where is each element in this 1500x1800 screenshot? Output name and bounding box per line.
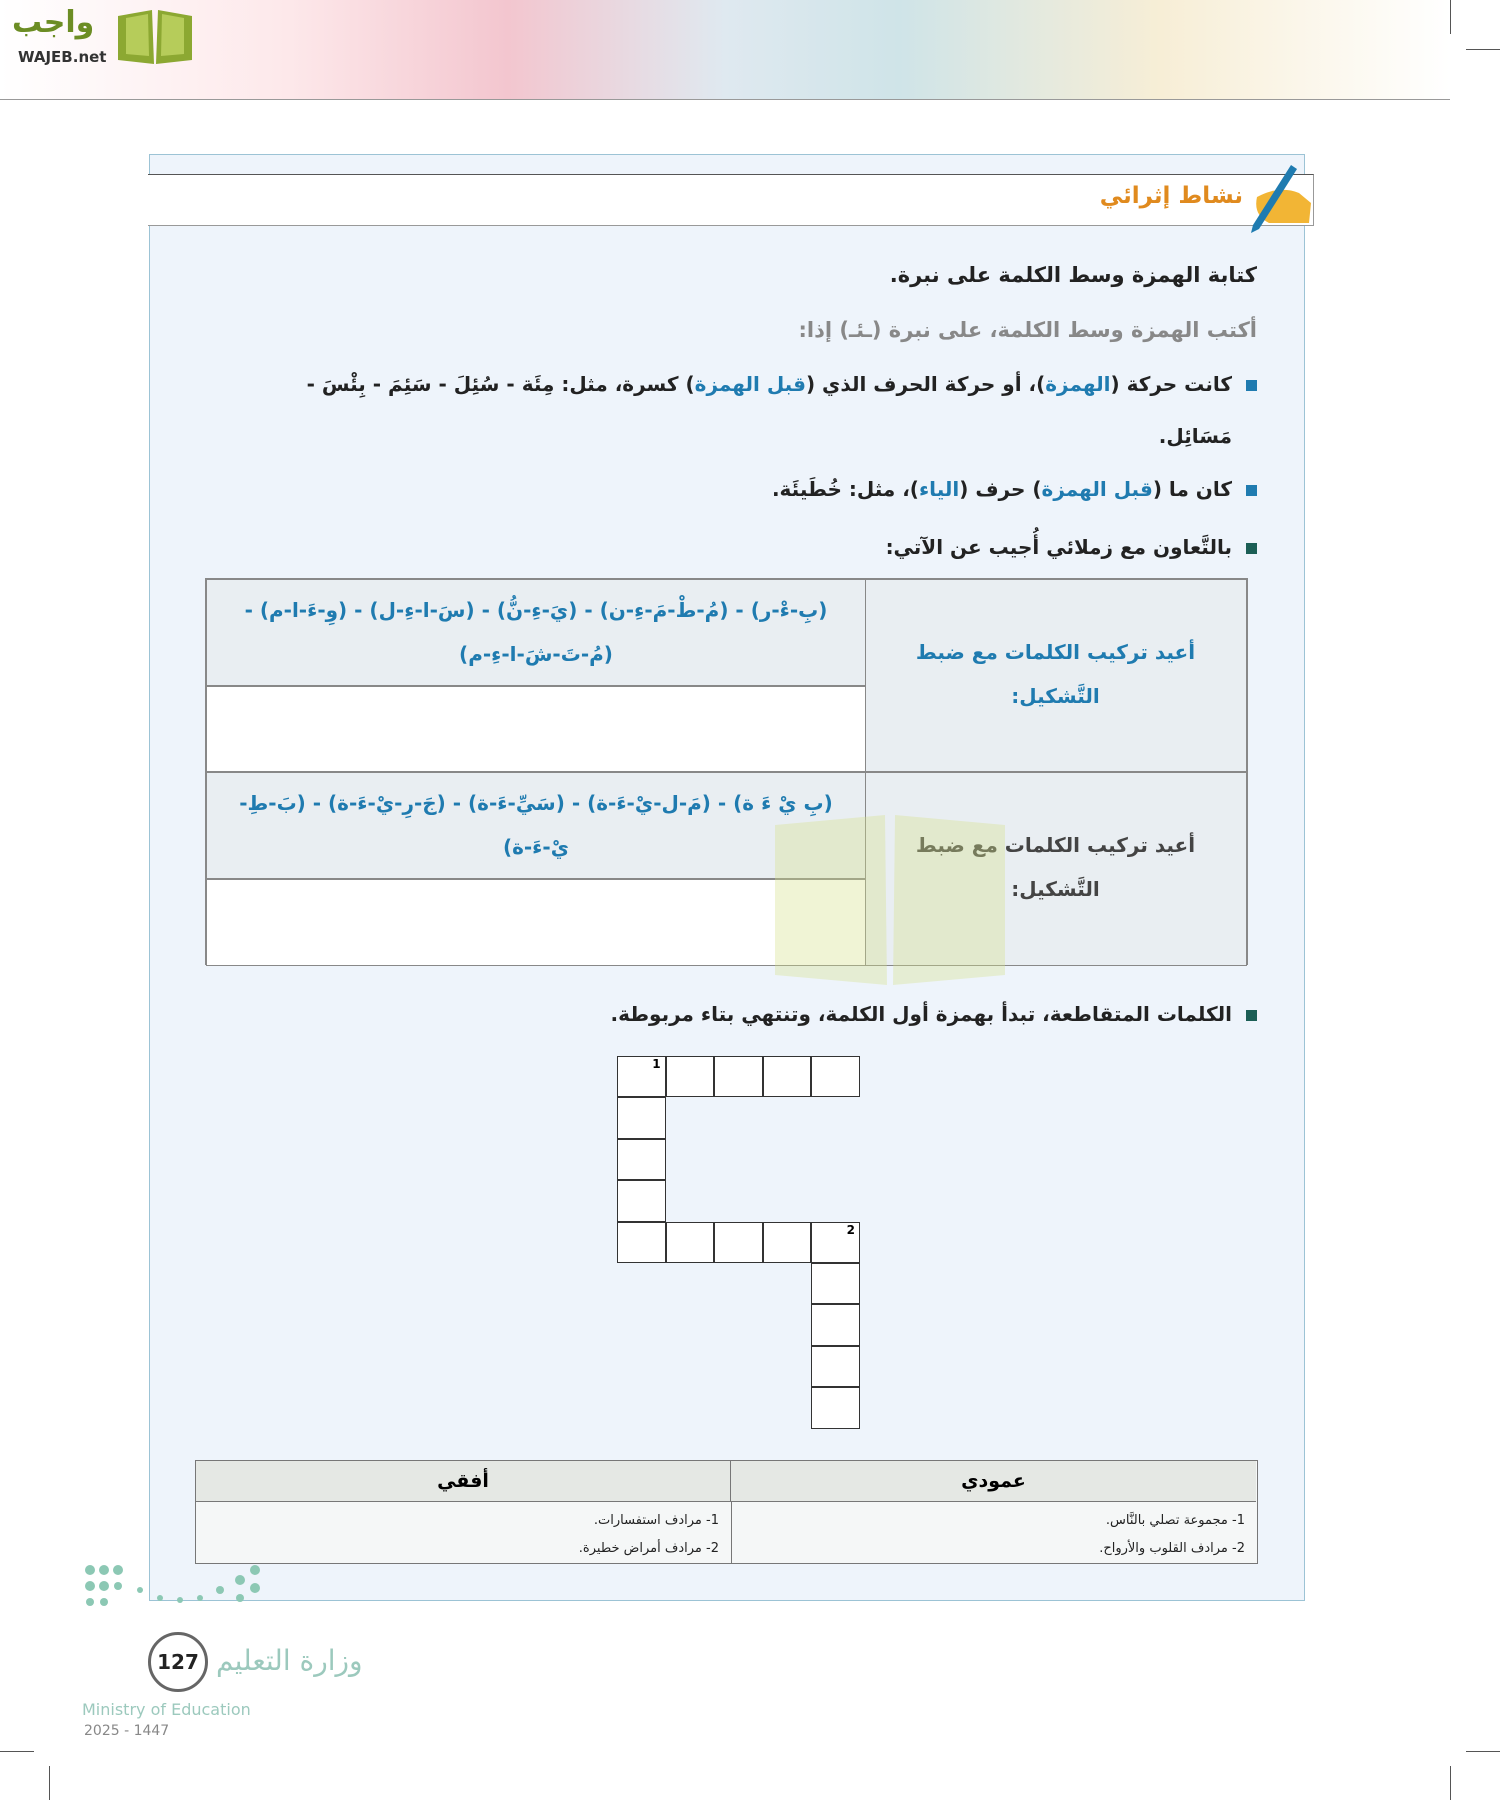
instruction-cooperate	[886, 535, 1257, 559]
section-heading: كتابة الهمزة وسط الكلمة على نبرة.	[889, 263, 1257, 287]
label: أعيد تركيب الكلمات مع ضبط التَّشكيل:	[915, 833, 1196, 901]
examples: ) كسرة، مثل: مِئَة - سُئِلَ - سَئِمَ - بِئْسَ -	[306, 372, 695, 396]
vertical-header: عمودي	[731, 1461, 1256, 1502]
crossword-cell[interactable]	[666, 1056, 715, 1097]
text: الهمزة	[1045, 372, 1111, 396]
bullet-icon	[1246, 1010, 1257, 1021]
ministry-name-ar: وزارة التعليم	[216, 1644, 363, 1677]
answer-field-1[interactable]	[206, 686, 866, 772]
answer-field-2[interactable]	[206, 879, 866, 966]
text: بالتَّعاون مع زملائي أُجيب عن الآتي:	[885, 535, 1232, 559]
year: 2025 - 1447	[84, 1723, 170, 1739]
rule-bullet-1	[307, 372, 1257, 396]
header-banner	[0, 0, 1450, 100]
row-label-2	[864, 772, 1247, 966]
crossword-cell[interactable]	[811, 1346, 860, 1387]
text: ) حرف (	[959, 477, 1042, 501]
text: كان ما (	[1152, 477, 1232, 501]
crossword-cell[interactable]	[763, 1056, 812, 1097]
clue-number: 1	[652, 1057, 661, 1071]
ministry-logo	[80, 1560, 400, 1750]
horizontal-clue: 2- مرادف أمراض خطيرة.	[578, 1541, 719, 1556]
bullet-icon	[1246, 380, 1257, 391]
horizontal-header: أفقي	[196, 1461, 731, 1502]
crossword-cell[interactable]	[666, 1222, 715, 1263]
bullet-icon	[1246, 485, 1257, 496]
text: قبل الهمزة	[1041, 477, 1153, 501]
page-number: 127	[148, 1632, 208, 1692]
logo-arabic: واجب	[12, 5, 95, 40]
crossword-cell[interactable]	[617, 1180, 666, 1221]
clues-table	[195, 1460, 1258, 1564]
logo-english: WAJEB.net	[18, 48, 107, 66]
activity-title: نشاط إثرائي	[1099, 183, 1243, 209]
crossword-cell[interactable]	[617, 1056, 666, 1097]
clue-number: 2	[846, 1222, 855, 1237]
text: الكلمات المتقاطعة، تبدأ بهمزة أول الكلمة، وتنتهي بتاء مربوطة.	[610, 1002, 1232, 1026]
vertical-clue: 2- مرادف القلوب والأرواح.	[1099, 1541, 1245, 1556]
rule-bullet-1-continued: مَسَائِل.	[1158, 424, 1232, 448]
bullet-icon	[1246, 543, 1257, 554]
dots-icon	[80, 1560, 265, 1620]
rearrange-table	[205, 578, 1248, 965]
wajeb-logo[interactable]	[8, 4, 193, 70]
letters-1: (بِ-ءْ-ر) - (مُ-طْ-مَ-ءِ-ن) - (يَ-ءِ-نُّ) - (سَ-ا-ءِ-ل) - (وِ-ءَ-ا-م) - (مُ-تَ-شَ-ا-ءِ-م)	[206, 579, 866, 686]
crossword-cell[interactable]	[811, 1387, 860, 1428]
rule-bullet-2	[772, 477, 1257, 501]
crossword-cell[interactable]	[617, 1097, 666, 1138]
crossword-grid	[617, 1056, 867, 1436]
text: الياء	[918, 477, 960, 501]
crop-mark	[1466, 1751, 1500, 1752]
crop-mark	[1450, 0, 1451, 34]
crossword-cell[interactable]	[811, 1056, 860, 1097]
crossword-cell[interactable]	[617, 1222, 666, 1263]
crossword-cell[interactable]	[811, 1222, 860, 1263]
ministry-name-en: Ministry of Education	[82, 1700, 251, 1719]
text: قبل الهمزة	[694, 372, 806, 396]
crossword-cell[interactable]	[763, 1222, 812, 1263]
instruction-crossword	[610, 1002, 1257, 1026]
text: كانت حركة (	[1110, 372, 1232, 396]
row-label-1	[864, 579, 1247, 772]
crop-mark	[1450, 1766, 1451, 1800]
text: )، أو حركة الحرف الذي (	[805, 372, 1046, 396]
crop-mark	[1466, 49, 1500, 50]
crossword-cell[interactable]	[617, 1139, 666, 1180]
letters-2: (بِ يْ ءَ ة) - (مَ-ل-يْ-ءَ-ة) - (سَيِّ-ءَ-ة) - (جَ-رِ-يْ-ءَ-ة) - (بَ-طِ-يْ-ءَ-ة)	[206, 772, 866, 879]
text: )، مثل: خُطَيئَة.	[771, 477, 919, 501]
label: أعيد تركيب الكلمات مع ضبط التَّشكيل:	[915, 640, 1196, 708]
crossword-cell[interactable]	[811, 1304, 860, 1345]
activity-title-bar	[148, 174, 1314, 226]
crop-mark	[49, 1766, 50, 1800]
vertical-clue: 1- مجموعة تصلي بالنَّاس.	[1105, 1513, 1245, 1528]
crop-mark	[0, 1751, 34, 1752]
pen-icon	[1239, 163, 1313, 235]
crossword-cell[interactable]	[811, 1263, 860, 1304]
divider	[731, 1502, 732, 1563]
crossword-cell[interactable]	[714, 1056, 763, 1097]
book-icon	[116, 8, 194, 66]
crossword-cell[interactable]	[714, 1222, 763, 1263]
horizontal-clue: 1- مرادف استفسارات.	[593, 1513, 719, 1528]
rule-intro: أكتب الهمزة وسط الكلمة، على نبرة (ـئـ) إذا:	[798, 318, 1257, 342]
